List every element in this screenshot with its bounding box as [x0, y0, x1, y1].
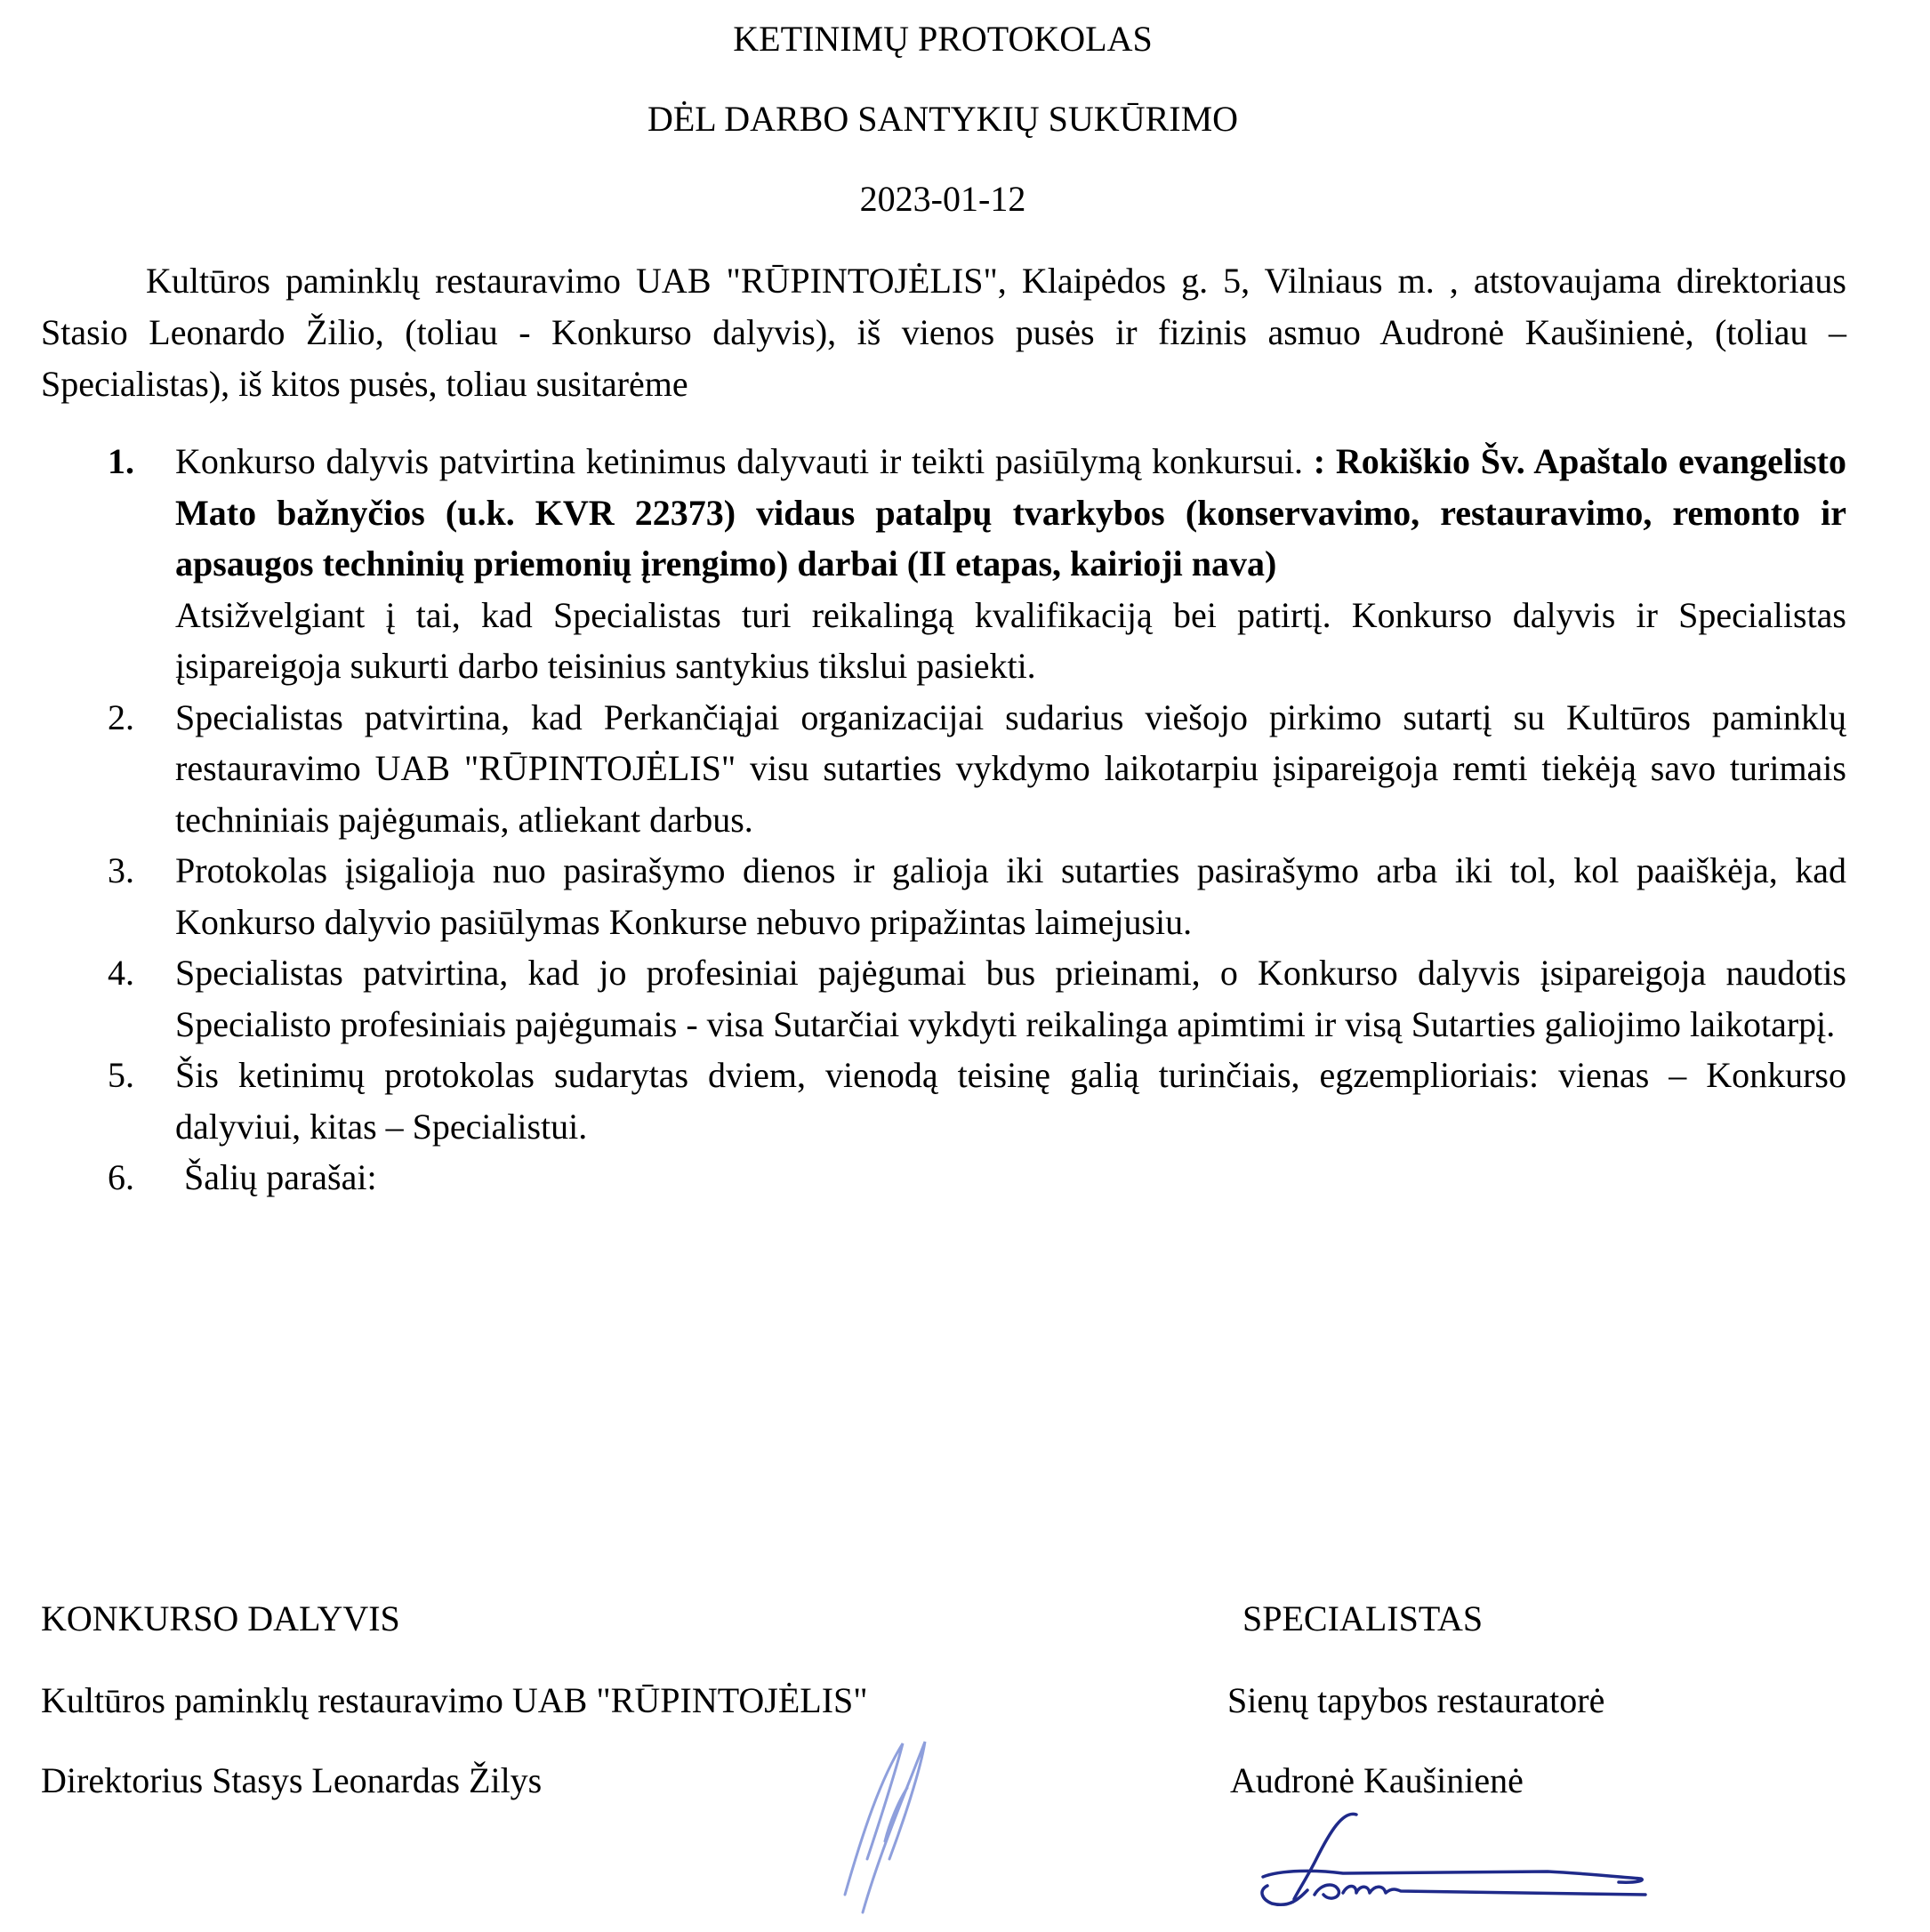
clause-number: 5.	[108, 1055, 134, 1095]
left-party-organization: Kultūros paminklų restauravimo UAB "RŪPINTOJĖLIS"	[41, 1680, 868, 1720]
clause-3	[41, 845, 1846, 947]
clause-text: Protokolas įsigalioja nuo pasirašymo dienos ir galioja iki sutarties pasirašymo arba iki tol, kol paaiškėja, kad Konkurso dalyvio pasiūlymas Konkurse nebuvo pripažintas laimejusiu.	[175, 850, 1846, 942]
right-party-role: SPECIALISTAS	[1242, 1598, 1484, 1638]
left-party-signatory: Direktorius Stasys Leonardas Žilys	[41, 1760, 543, 1800]
handwritten-signature-icon	[836, 1726, 952, 1930]
clause-4	[41, 947, 1846, 1050]
clause-5	[41, 1050, 1846, 1152]
clause-number: 2.	[108, 696, 134, 737]
clause-text: Šalių parašai:	[175, 1157, 377, 1197]
clause-text: Specialistas patvirtina, kad jo profesiniai pajėgumai bus prieinami, o Konkurso dalyvis įsipareigoja naudotis Specialisto profesiniais pajėgumais - visa Sutarčiai vykdyti reikalinga apimtimi ir visą Sutarties galiojimo laikotarpį.	[175, 953, 1846, 1044]
intro-paragraph: Kultūros paminklų restauravimo UAB "RŪPINTOJĖLIS", Klaipėdos g. 5, Vilniaus m. , atstovaujama direktoriaus Stasio Leonardo Žilio, (toliau - Konkurso dalyvis), iš vienos pusės ir fizinis asmuo Audronė Kaušinienė, (toliau – Specialistas), iš kitos pusės, toliau susitarėme	[41, 261, 1846, 404]
document-subtitle: DĖL DARBO SANTYKIŲ SUKŪRIMO	[647, 99, 1239, 139]
clause-number: 3.	[108, 850, 134, 890]
handwritten-signature-icon	[1245, 1806, 1672, 1921]
clause-6	[41, 1152, 1846, 1203]
clause-number: 1.	[108, 441, 134, 481]
right-party-signatory: Audronė Kaušinienė	[1230, 1760, 1524, 1800]
document-title: KETINIMŲ PROTOKOLAS	[733, 19, 1153, 59]
left-party-role: KONKURSO DALYVIS	[41, 1598, 400, 1638]
clause-text: Šis ketinimų protokolas sudarytas dviem, vienodą teisinę galią turinčiais, egzemplioriais: vienas – Konkurso dalyviui, kitas – Specialistui.	[175, 1055, 1846, 1147]
right-party-title: Sienų tapybos restauratorė	[1227, 1680, 1605, 1720]
clause-number: 6.	[108, 1157, 134, 1197]
clause-number: 4.	[108, 953, 134, 993]
clause-1	[41, 436, 1846, 692]
document-date: 2023-01-12	[859, 179, 1026, 219]
clause-text: Specialistas patvirtina, kad Perkančiąjai organizacijai sudarius viešojo pirkimo sutartį su Kultūros paminklų restauravimo UAB "RŪPINTOJĖLIS" visu sutarties vykdymo laikotarpiu įsipareigoja remti tiekėją savo turimais techniniais pajėgumais, atliekant darbus.	[175, 696, 1846, 840]
clause-text-continued: Atsižvelgiant į tai, kad Specialistas turi reikalingą kvalifikaciją bei patirtį. Konkurso dalyvis ir Specialistas įsipareigoja sukurti darbo teisinius santykius tikslui pasiekti.	[175, 594, 1846, 686]
clause-2	[41, 692, 1846, 846]
clause-text: Konkurso dalyvis patvirtina ketinimus dalyvauti ir teikti pasiūlymą konkursui.	[175, 441, 1314, 481]
project-name: : Rokiškio Šv. Apaštalo evangelisto Mato bažnyčios (u.k. KVR 22373) vidaus patalpų tvarkybos (konservavimo, restauravimo, remonto ir apsaugos techninių priemonių įrengimo) darbai (II etapas, kairioji nava)	[175, 441, 1846, 584]
agreement-clauses	[41, 436, 1846, 1203]
